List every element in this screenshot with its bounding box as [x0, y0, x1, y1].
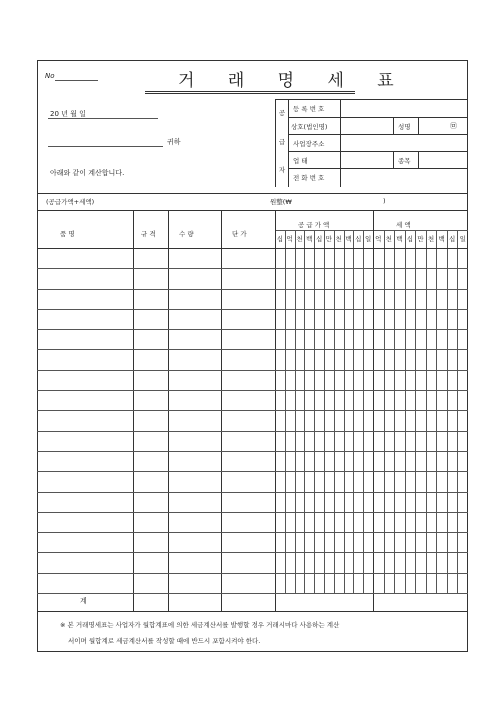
- supplier-row2: [288, 134, 468, 135]
- phone-label: 전 화 번 호: [293, 174, 325, 182]
- supply-digit-divider: [285, 230, 286, 593]
- date-underline: [48, 118, 158, 119]
- won-close: ): [383, 197, 386, 205]
- no-label: No: [45, 72, 55, 80]
- supplier-field-border: [340, 99, 341, 187]
- note-line-1: ※ 본 거래명세표는 사업자가 월합계표에 의한 세금계산서를 발행할 경우 거래시마다 사용하는 계산: [60, 621, 340, 629]
- supplier-row1: [288, 117, 468, 118]
- col-item: 품 명: [60, 230, 75, 238]
- note-line-2: 서이며 월합계로 세금계산서를 작성할 때에 반드시 포함시켜야 한다.: [68, 637, 261, 645]
- tax-digit-divider: [426, 230, 427, 593]
- supply-digit-divider: [295, 230, 296, 593]
- category-col-border: [393, 151, 394, 168]
- table-row: [37, 431, 468, 432]
- recipient-suffix: 귀하: [167, 138, 181, 146]
- title-underline: [145, 91, 355, 92]
- statement-form: [37, 60, 468, 652]
- table-row: [37, 593, 468, 594]
- table-row: [37, 329, 468, 330]
- table-bottom: [37, 611, 468, 612]
- tax-digit-5: 천: [427, 235, 435, 243]
- col-tax: 세 액: [396, 221, 411, 229]
- tax-digit-divider: [457, 230, 458, 593]
- header-bottom: [37, 248, 468, 249]
- no-underline: [55, 80, 98, 81]
- supplier-side-2: 급: [278, 138, 286, 146]
- col-qty: 수 량: [179, 230, 194, 238]
- supply-digit-5: 만: [325, 235, 333, 243]
- tax-digit-divider: [384, 230, 385, 593]
- category-col-border-2: [418, 151, 419, 168]
- tax-digit-6: 백: [438, 235, 445, 243]
- table-top: [37, 210, 468, 211]
- supply-digit-divider: [344, 230, 345, 593]
- date-line: 20 년 월 일: [50, 110, 86, 118]
- tax-digit-divider: [436, 230, 437, 593]
- tax-digit-8: 일: [459, 235, 466, 243]
- table-row: [37, 552, 468, 553]
- supplier-row3: [288, 151, 468, 152]
- supplier-label-border: [288, 99, 289, 187]
- table-row: [37, 573, 468, 574]
- category-label: 종목: [398, 157, 411, 165]
- table-row: [37, 410, 468, 411]
- table-row: [37, 451, 468, 452]
- supply-digit-9: 일: [364, 235, 372, 243]
- tax-digit-divider: [447, 230, 448, 593]
- table-row: [37, 390, 468, 391]
- supplier-side-1: 공: [278, 109, 286, 117]
- table-row: [37, 471, 468, 472]
- tax-digit-divider: [405, 230, 406, 593]
- supply-digit-divider: [324, 230, 325, 593]
- supply-digit-4: 십: [315, 235, 323, 243]
- company-label: 상호(법인명): [291, 123, 328, 131]
- tax-digit-3: 십: [406, 235, 414, 243]
- supply-digit-2: 천: [296, 235, 303, 243]
- supply-digit-3: 백: [306, 235, 313, 243]
- tax-digit-7: 십: [449, 235, 456, 243]
- total-label: 계: [80, 597, 87, 605]
- table-row: [37, 512, 468, 513]
- supply-digit-8: 십: [355, 235, 362, 243]
- supply-digit-divider: [314, 230, 315, 593]
- total-line-top: [37, 193, 468, 194]
- table-row: [37, 532, 468, 533]
- supply-digit-divider: [353, 230, 354, 593]
- col-supply: 공 급 가 액: [298, 221, 330, 229]
- name-col-border: [393, 117, 394, 134]
- table-row: [37, 492, 468, 493]
- table-row: [37, 309, 468, 310]
- table-row: [37, 289, 468, 290]
- col-spec: 규 격: [141, 230, 156, 238]
- supply-digit-1: 억: [286, 235, 293, 243]
- reg-no-label: 등 록 번 호: [293, 105, 325, 113]
- supplier-top: [275, 99, 468, 100]
- name-label: 성명: [398, 123, 411, 131]
- supply-digit-divider: [334, 230, 335, 593]
- tax-digit-divider: [394, 230, 395, 593]
- won-label: 원整(₩: [270, 198, 292, 206]
- table-row: [37, 349, 468, 350]
- total-line-label: (공급가액+세액): [46, 198, 95, 206]
- supply-digit-7: 백: [345, 235, 352, 243]
- tax-digit-2: 백: [396, 235, 403, 243]
- supplier-row4: [288, 168, 468, 169]
- name-col-border-2: [418, 117, 419, 134]
- recipient-line: [48, 146, 163, 147]
- supply-digit-divider: [304, 230, 305, 593]
- supply-digit-divider: [363, 230, 364, 593]
- supplier-side-3: 자: [278, 166, 286, 174]
- calc-note: 아래와 같이 계산합니다.: [50, 169, 125, 177]
- supply-digit-6: 천: [335, 235, 342, 243]
- tax-digit-0: 억: [375, 235, 382, 243]
- business-type-label: 업 태: [293, 157, 308, 165]
- table-row: [37, 370, 468, 371]
- tax-digit-1: 천: [385, 235, 392, 243]
- tax-digit-divider: [415, 230, 416, 593]
- title-underline-2: [145, 93, 355, 94]
- address-label: 사업장주소: [293, 140, 325, 148]
- seal-icon: ㉤: [450, 122, 457, 130]
- col-unit-price: 단 가: [232, 230, 247, 238]
- page-title: 거 래 명 세 표: [178, 71, 408, 91]
- supply-digit-0: 십: [276, 235, 284, 243]
- tax-digit-4: 만: [417, 235, 424, 243]
- table-row: [37, 268, 468, 269]
